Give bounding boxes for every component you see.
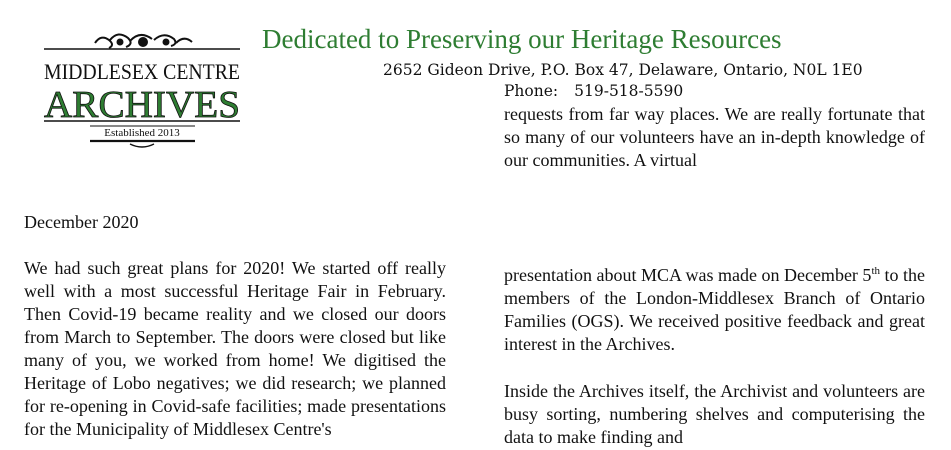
tagline: Dedicated to Preserving our Heritage Resources <box>262 24 782 54</box>
right-paragraph-mid-b: to the members of the London-Middlesex Branch of Ontario Families (OGS). We received positive feedback and great interest in the Archives. <box>504 265 925 354</box>
phone-label: Phone: <box>504 82 559 100</box>
left-paragraph-1: We had such great plans for 2020! We started off really well with a most successful Heritage Fair in February. Then Covid-19 became reality and we closed our doors from March to September. The doors were closed but like many of you, we worked from home! We digitised the Heritage of Lobo negatives; we did research; we planned for re-opening in Covid-safe facilities; made presentations for the Municipality of Middlesex Centre's <box>24 258 446 439</box>
mailing-address: 2652 Gideon Drive, P.O. Box 47, Delaware, Ontario, N0L 1E0 <box>383 61 863 79</box>
right-paragraph-bottom: Inside the Archives itself, the Archivist and volunteers are busy sorting, numbering shelves and computerising the data to make finding and <box>504 381 925 447</box>
right-paragraph-mid-a: presentation about MCA was made on December 5 <box>504 265 872 285</box>
logo-line-2: ARCHIVES <box>44 84 240 126</box>
logo-line-1: MIDDLESEX CENTRE <box>44 59 240 84</box>
phone-number: 519-518-5590 <box>574 82 684 100</box>
newsletter-date: December 2020 <box>24 212 139 232</box>
logo-established: Established 2013 <box>104 127 180 139</box>
ornament-scroll-icon <box>95 34 192 48</box>
archives-logo <box>40 30 245 155</box>
right-paragraph-mid <box>504 264 925 356</box>
phone-line <box>504 82 683 100</box>
ordinal-suffix: th <box>871 265 880 277</box>
right-paragraph-top: requests from far way places. We are really fortunate that so many of our volunteers have an in-depth knowledge of our communities. A virtual <box>504 104 925 170</box>
